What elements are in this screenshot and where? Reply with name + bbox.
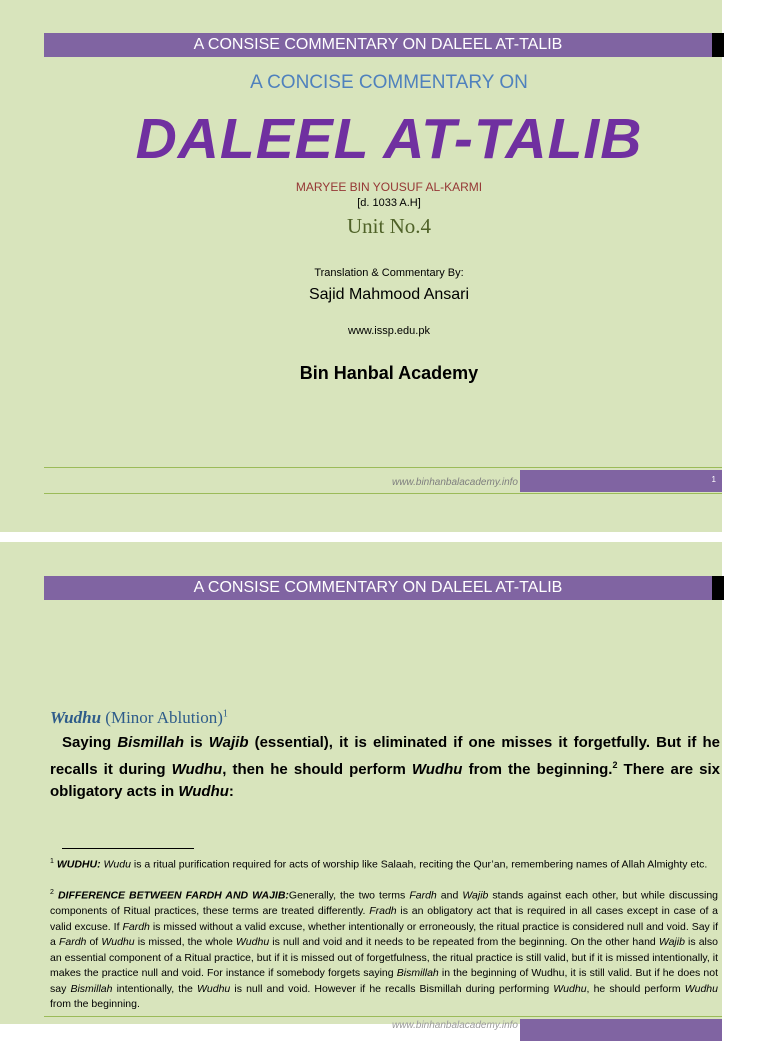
- footnote-label: DIFFERENCE BETWEEN FARDH AND WAJIB:: [57, 889, 289, 902]
- text-run: There are six obligatory acts in: [50, 761, 720, 800]
- content-page: [0, 542, 722, 1031]
- author-name: MARYEE BIN YOUSUF AL-KARMI: [295, 180, 483, 194]
- header-end-block: [712, 576, 724, 600]
- term: Wudhu: [411, 761, 463, 778]
- unit-number: Unit No.4: [347, 214, 431, 238]
- term: Wudhu: [101, 936, 135, 948]
- footnote-ref[interactable]: 1: [222, 708, 228, 720]
- term: Bismillah: [70, 982, 113, 995]
- text-run: is an obligatory act that is required in all cases except in case of a valid excuse. If: [50, 905, 718, 933]
- website-link[interactable]: www.issp.edu.pk: [348, 325, 430, 337]
- footer-rule: [44, 1016, 722, 1017]
- footer-bar: [520, 470, 722, 492]
- term: Wudhu: [684, 982, 718, 995]
- section-heading: [50, 708, 228, 728]
- footnote-number: 1: [50, 858, 54, 865]
- header-end-block: [712, 33, 724, 57]
- term: Wudhu: [553, 982, 587, 995]
- term: Wudu: [103, 858, 131, 871]
- term: Fardh: [409, 889, 437, 902]
- cover-title: DALEEL AT-TALIB: [135, 107, 643, 171]
- text-run: is a ritual purification required for acts of worship like Salaah, reciting the Qur’an, remembering names of Allah Almighty etc.: [130, 858, 708, 871]
- footnote-ref[interactable]: 2: [612, 760, 618, 770]
- term: Wajib: [658, 936, 685, 948]
- running-header: A CONSISE COMMENTARY ON DALEEL AT-TALIB: [44, 33, 712, 57]
- author-date: [d. 1033 A.H]: [357, 197, 421, 209]
- text-run: , then he should perform: [222, 761, 412, 778]
- term: Wudhu: [171, 761, 223, 778]
- term: Wajib: [208, 734, 249, 751]
- text-run: (essential), it is eliminated if one misses it forgetfully. But if he recalls it during: [50, 734, 720, 778]
- text-run: from the beginning.: [50, 998, 140, 1010]
- page-number: 1: [711, 475, 716, 484]
- body-paragraph: [50, 732, 720, 803]
- term: Fardh: [58, 936, 87, 948]
- footer-bar: [520, 1019, 722, 1041]
- text-run: is: [184, 734, 209, 751]
- footnote-number: 2: [50, 889, 54, 896]
- text-run: stands against each other, but while discussing components of Ritual practices, these terms are treated differently.: [50, 889, 718, 917]
- text-run: Saying: [62, 734, 118, 751]
- text-run: from the beginning.: [462, 761, 613, 778]
- cover-subtitle: A CONCISE COMMENTARY ON: [250, 72, 528, 93]
- text-run: is missed, the whole: [134, 936, 236, 948]
- translator-name: Sajid Mahmood Ansari: [308, 286, 470, 303]
- text-run: of: [86, 936, 102, 948]
- footnote-1: [50, 854, 718, 873]
- term: Wudhu: [196, 982, 231, 995]
- text-run: in the beginning of Wudhu, it is still valid. But if he does not say: [50, 967, 718, 995]
- text-run: intentionally, the: [112, 982, 197, 995]
- footer-rule: [44, 467, 722, 468]
- academy-name: Bin Hanbal Academy: [299, 363, 479, 383]
- term: Wudhu: [178, 783, 229, 800]
- text-run: , he should perform: [586, 982, 685, 995]
- running-header: A CONSISE COMMENTARY ON DALEEL AT-TALIB: [44, 576, 712, 600]
- text-run: :: [228, 783, 234, 800]
- cover-page: [0, 0, 722, 532]
- term: Bismillah: [117, 734, 184, 751]
- translation-label: Translation & Commentary By:: [314, 267, 464, 279]
- text-run: and: [436, 889, 463, 902]
- term: Bismillah: [396, 967, 439, 979]
- footnote-separator: [62, 848, 194, 849]
- text-run: is null and void. However if he recalls Bismillah during performing: [230, 982, 554, 995]
- term: Wudhu: [235, 936, 270, 948]
- text-run: is missed without a valid excuse, whether intentionally or erroneously, the ritual practice is considered null and void. Say if a: [50, 920, 718, 948]
- term: Wajib: [462, 889, 489, 902]
- footer-website[interactable]: www.binhanbalacademy.info: [391, 1020, 518, 1031]
- text-run: Generally, the two terms: [288, 889, 410, 902]
- heading-term: Wudhu: [50, 708, 102, 727]
- footnote-label: WUDHU:: [56, 858, 101, 871]
- text-run: is also an essential component of a Ritual practice, but if it is missed out of forgetfulness, the ritual practice is still valid, but if it is missed intentionally, it makes the practice null and void. For instance if somebody forgets saying: [50, 936, 718, 979]
- text-run: is null and void and it needs to be repeated from the beginning. On the other hand: [269, 936, 659, 948]
- footer-rule-bottom: [44, 493, 722, 494]
- term: Fardh: [122, 920, 150, 933]
- term: Fradh: [369, 905, 397, 917]
- footer-website[interactable]: www.binhanbalacademy.info: [391, 477, 518, 488]
- footnote-2: [50, 885, 718, 1013]
- heading-rest: (Minor Ablution): [101, 708, 223, 727]
